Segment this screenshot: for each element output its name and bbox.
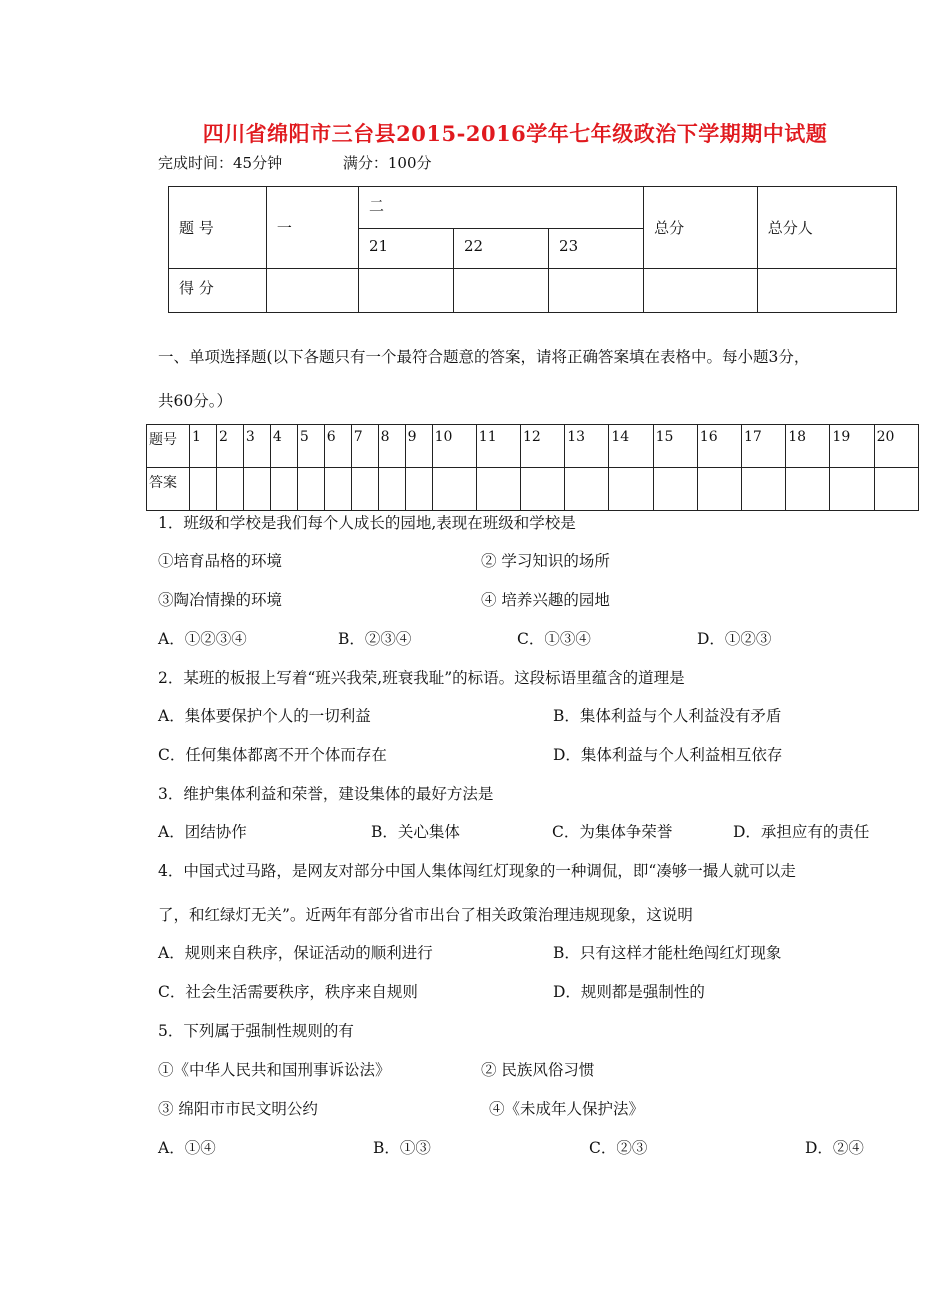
answer-cell <box>324 468 351 511</box>
answer-number: 13 <box>565 425 609 468</box>
q4-option-c: C．社会生活需要秩序，秩序来自规则 <box>158 983 418 1001</box>
answer-number: 4 <box>270 425 297 468</box>
answer-number: 10 <box>432 425 476 468</box>
q2-option-a: A．集体要保护个人的一切利益 <box>158 707 371 725</box>
answer-cell <box>653 468 697 511</box>
q1-statement-4: ④ 培养兴趣的园地 <box>481 591 610 609</box>
q1-statement-2: ② 学习知识的场所 <box>481 552 610 570</box>
q2-option-d: D．集体利益与个人利益相互依存 <box>553 746 783 764</box>
answer-number: 15 <box>653 425 697 468</box>
answer-number: 1 <box>190 425 217 468</box>
q4-stem-line1: 4．中国式过马路，是网友对部分中国人集体闯红灯现象的一种调侃，即“凑够一撮人就可以走 <box>158 862 796 880</box>
q1-statement-1: ①培育品格的环境 <box>158 552 283 570</box>
q5-statement-4: ④《未成年人保护法》 <box>489 1100 645 1118</box>
answer-number: 5 <box>297 425 324 468</box>
exam-title: 四川省绵阳市三台县2015-2016学年七年级政治下学期期中试题 <box>202 121 828 146</box>
q5-statement-3: ③ 绵阳市市民文明公约 <box>158 1100 318 1118</box>
answer-number: 9 <box>405 425 432 468</box>
q5-statement-2: ② 民族风俗习惯 <box>481 1061 595 1079</box>
q3-stem: 3．维护集体利益和荣誉，建设集体的最好方法是 <box>158 785 494 803</box>
score-header-total-person: 总分人 <box>757 187 896 269</box>
answer-cell <box>520 468 564 511</box>
score-cell <box>358 269 453 313</box>
answer-number: 2 <box>216 425 243 468</box>
q4-option-d: D．规则都是强制性的 <box>553 983 705 1001</box>
score-header-tihao: 题 号 <box>169 187 267 269</box>
score-header-one: 一 <box>266 187 358 269</box>
q3-option-a: A．团结协作 <box>158 823 247 841</box>
q2-option-c: C．任何集体都离不开个体而存在 <box>158 746 387 764</box>
answer-cell <box>565 468 609 511</box>
answer-number: 11 <box>476 425 520 468</box>
answer-cell <box>297 468 324 511</box>
answer-cell <box>786 468 830 511</box>
q4-option-b: B．只有这样才能杜绝闯红灯现象 <box>553 944 782 962</box>
answer-cell <box>351 468 378 511</box>
score-cell <box>757 269 896 313</box>
exam-meta <box>158 152 432 173</box>
q5-statement-1: ①《中华人民共和国刑事诉讼法》 <box>158 1061 391 1079</box>
q1-stem: 1．班级和学校是我们每个人成长的园地,表现在班级和学校是 <box>158 514 576 532</box>
q3-option-b: B．关心集体 <box>371 823 460 841</box>
answer-cell <box>697 468 741 511</box>
answer-header-label: 题号 <box>147 425 190 468</box>
q1-option-a: A．①②③④ <box>158 630 247 648</box>
answer-number: 19 <box>830 425 874 468</box>
score-cell <box>266 269 358 313</box>
answer-cell <box>830 468 874 511</box>
q1-option-c: C．①③④ <box>517 630 591 648</box>
answer-number: 8 <box>378 425 405 468</box>
score-sub-21: 21 <box>358 229 453 269</box>
answer-cell <box>609 468 653 511</box>
answer-cell <box>405 468 432 511</box>
answer-number-row <box>147 425 919 468</box>
answer-cell <box>742 468 786 511</box>
answer-number: 14 <box>609 425 653 468</box>
answer-number: 18 <box>786 425 830 468</box>
score-header-total: 总分 <box>644 187 758 269</box>
answer-number: 17 <box>742 425 786 468</box>
answer-number: 6 <box>324 425 351 468</box>
score-row-label: 得 分 <box>169 269 267 313</box>
q4-option-a: A．规则来自秩序，保证活动的顺利进行 <box>158 944 433 962</box>
q1-option-b: B．②③④ <box>338 630 412 648</box>
answer-row-label: 答案 <box>147 468 190 511</box>
q5-stem: 5．下列属于强制性规则的有 <box>158 1022 354 1040</box>
answer-number: 12 <box>520 425 564 468</box>
q5-option-c: C．②③ <box>589 1139 648 1157</box>
answer-table <box>146 424 919 511</box>
answer-blank-row <box>147 468 919 511</box>
q1-statement-3: ③陶冶情操的环境 <box>158 591 283 609</box>
answer-cell <box>476 468 520 511</box>
exam-full-score: 满分：100分 <box>342 154 432 172</box>
answer-number: 16 <box>697 425 741 468</box>
score-sub-23: 23 <box>549 229 644 269</box>
answer-cell <box>874 468 918 511</box>
score-header-two: 二 <box>358 187 643 229</box>
score-cell <box>644 269 758 313</box>
answer-cell <box>432 468 476 511</box>
score-table <box>168 186 897 313</box>
answer-number: 3 <box>243 425 270 468</box>
answer-cell <box>270 468 297 511</box>
q5-option-a: A．①④ <box>158 1139 216 1157</box>
q2-stem: 2．某班的板报上写着“班兴我荣,班衰我耻”的标语。这段标语里蕴含的道理是 <box>158 669 685 687</box>
section1-instruction-line1: 一、单项选择题(以下各题只有一个最符合题意的答案，请将正确答案填在表格中。每小题3分， <box>158 348 810 366</box>
score-cell <box>454 269 549 313</box>
answer-cell <box>378 468 405 511</box>
score-cell <box>549 269 644 313</box>
exam-time: 完成时间：45分钟 <box>158 154 283 172</box>
q3-option-c: C．为集体争荣誉 <box>552 823 673 841</box>
q3-option-d: D．承担应有的责任 <box>733 823 870 841</box>
section1-instruction-line2: 共60分。） <box>158 392 232 410</box>
answer-cell <box>190 468 217 511</box>
q1-option-d: D．①②③ <box>697 630 772 648</box>
q2-option-b: B．集体利益与个人利益没有矛盾 <box>553 707 782 725</box>
q5-option-d: D．②④ <box>805 1139 864 1157</box>
answer-number: 20 <box>874 425 918 468</box>
answer-cell <box>216 468 243 511</box>
answer-number: 7 <box>351 425 378 468</box>
q4-stem-line2: 了，和红绿灯无关”。近两年有部分省市出台了相关政策治理违规现象，这说明 <box>158 906 693 924</box>
answer-cell <box>243 468 270 511</box>
q5-option-b: B．①③ <box>373 1139 431 1157</box>
score-sub-22: 22 <box>454 229 549 269</box>
